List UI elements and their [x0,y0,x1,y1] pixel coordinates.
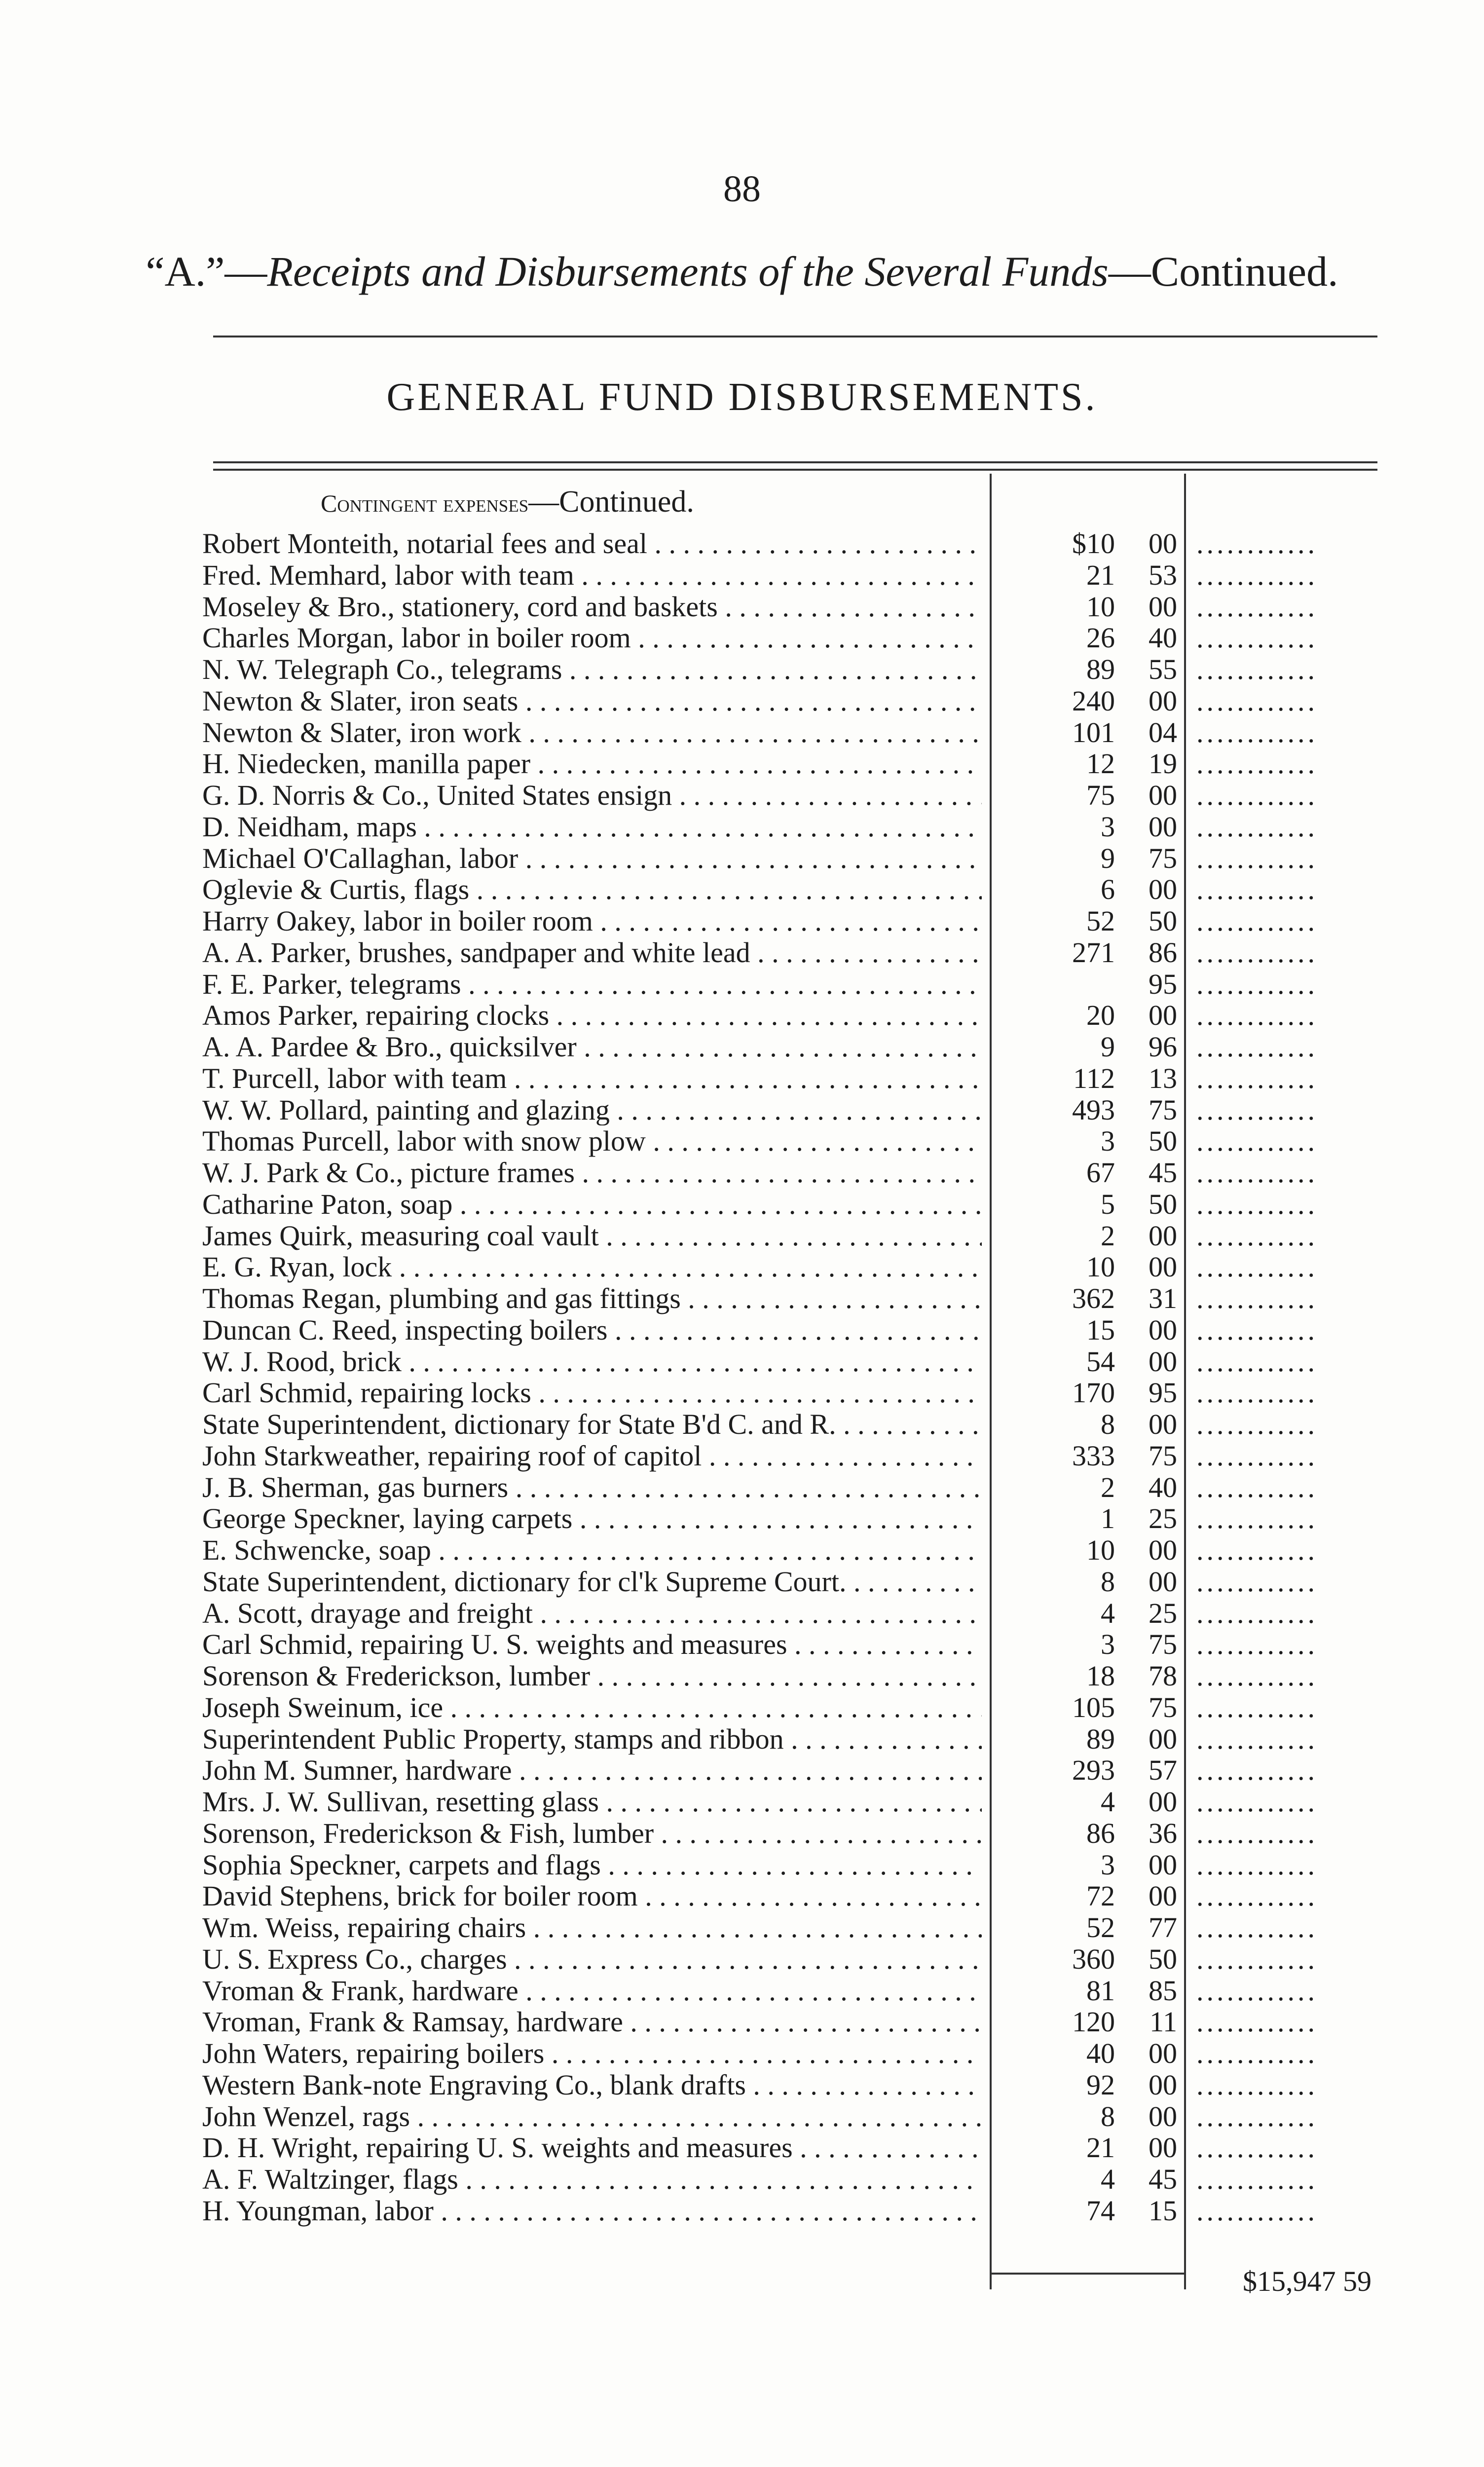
ledger-row [0,2132,1484,2164]
ledger-row [0,1566,1484,1598]
ledger-leader: ............ [1196,1723,1318,1755]
ledger-row [0,937,1484,969]
ledger-row [0,1377,1484,1409]
ledger-dollars: 92 [1086,2068,1115,2101]
ledger-leader: ............ [1196,1031,1318,1063]
ledger-row [0,1409,1484,1440]
ledger-cents: 86 [1149,936,1177,969]
ledger-cents: 00 [1149,1313,1177,1346]
ledger-row [0,685,1484,717]
ledger-cents: 00 [1149,1534,1177,1566]
ledger-description: John Waters, repairing boilers . . . [202,2038,982,2069]
ledger-row [0,748,1484,780]
ledger-description: H. Youngman, labor . . . [202,2195,982,2227]
ledger-cents: 00 [1149,1848,1177,1881]
ledger-description: E. G. Ryan, lock . . . [202,1251,982,1283]
section-title: GENERAL FUND DISBURSEMENTS. [386,375,1098,419]
ledger-row [0,654,1484,685]
ledger-cents: 00 [1149,1786,1177,1818]
ledger-cents: 55 [1149,653,1177,685]
ledger-description: N. W. Telegraph Co., telegrams . . . [202,654,982,685]
ledger-cents: 75 [1149,1439,1177,1472]
ledger-leader: ............ [1196,528,1318,560]
ledger-row [0,560,1484,591]
ledger-dollars: 52 [1086,905,1115,937]
ledger-leader: ............ [1196,622,1318,654]
ledger-leader: ............ [1196,1503,1318,1535]
ledger-cents: 40 [1149,622,1177,654]
ledger-description: Catharine Paton, soap . . . [202,1189,982,1220]
ledger-cents: 00 [1149,2068,1177,2101]
ledger-dollars: 362 [1072,1282,1115,1314]
ledger-dollars: 9 [1101,842,1115,874]
ledger-dollars: 4 [1101,1597,1115,1629]
ledger-dollars: 89 [1086,1722,1115,1755]
ledger-description: Thomas Purcell, labor with snow plow . . . [202,1125,982,1157]
ledger-row [0,528,1484,560]
ledger-cents: 75 [1149,1628,1177,1661]
ledger-description: Moseley & Bro., stationery, cord and baskets . . . [202,591,982,623]
ledger-leader: ............ [1196,2069,1318,2101]
ledger-row [0,2038,1484,2069]
running-head-suffix: —Continued. [1108,248,1338,295]
ledger-description: Joseph Sweinum, ice . . . [202,1692,982,1723]
ledger-leader: ............ [1196,2195,1318,2227]
ledger-cents: 95 [1149,968,1177,1000]
ledger-description: A. F. Waltzinger, flags . . . [202,2164,982,2195]
ledger-description: D. Neidham, maps . . . [202,811,982,843]
ledger-leader: ............ [1196,780,1318,811]
ledger-description: Mrs. J. W. Sullivan, resetting glass . . . [202,1786,982,1818]
ledger-description: Newton & Slater, iron seats . . . [202,685,982,717]
ledger-cents: 00 [1149,2037,1177,2069]
ledger-dollars: 271 [1072,936,1115,969]
ledger-dollars: 105 [1072,1691,1115,1723]
ledger-cents: 00 [1149,1880,1177,1912]
ledger-leader: ............ [1196,1062,1318,1094]
ledger-dollars: 3 [1101,1628,1115,1661]
ledger-cents: 78 [1149,1660,1177,1692]
ledger-leader: ............ [1196,1534,1318,1566]
ledger-dollars: 3 [1101,1125,1115,1158]
ledger-row [0,1189,1484,1220]
ledger-cents: 00 [1149,810,1177,843]
ledger-description: F. E. Parker, telegrams . . . [202,969,982,1000]
ledger-description: W. W. Pollard, painting and glazing . . . [202,1094,982,1126]
ledger-dollars: 8 [1101,2100,1115,2132]
ledger-leader: ............ [1196,2164,1318,2195]
ledger-description: Michael O'Callaghan, labor . . . [202,843,982,874]
ledger-description: D. H. Wright, repairing U. S. weights and measures . . . [202,2132,982,2164]
ledger-leader: ............ [1196,1377,1318,1409]
ledger-row [0,1786,1484,1818]
ledger-row [0,1063,1484,1094]
ledger-dollars: 10 [1086,1534,1115,1566]
ledger-row [0,591,1484,623]
ledger-leader: ............ [1196,1314,1318,1346]
ledger-leader: ............ [1196,559,1318,591]
ledger-row [0,1472,1484,1503]
ledger-cents: 31 [1149,1282,1177,1314]
subheading-suffix: —Continued. [528,485,694,519]
ledger-dollars: 333 [1072,1439,1115,1472]
ledger-cents: 36 [1149,1817,1177,1849]
ledger-cents: 85 [1149,1974,1177,2007]
ledger-dollars: 12 [1086,748,1115,780]
table-top-rule-second [213,469,1377,471]
ledger-row [0,1818,1484,1849]
ledger-row [0,1692,1484,1723]
ledger-cents: 00 [1149,999,1177,1032]
ledger-description: George Speckner, laying carpets . . . [202,1503,982,1534]
ledger-leader: ............ [1196,1283,1318,1314]
ledger-cents: 00 [1149,779,1177,811]
ledger-leader: ............ [1196,1943,1318,1975]
ledger-description: A. A. Pardee & Bro., quicksilver . . . [202,1031,982,1063]
ledger-dollars: 6 [1101,873,1115,906]
ledger-row [0,969,1484,1000]
ledger-description: Robert Monteith, notarial fees and seal . . . [202,528,982,560]
ledger-dollars: 26 [1086,622,1115,654]
ledger-cents: 00 [1149,590,1177,623]
ledger-dollars: $10 [1072,527,1115,560]
ledger-leader: ............ [1196,654,1318,685]
ledger-dollars: 360 [1072,1943,1115,1975]
ledger-description: E. Schwencke, soap . . . [202,1534,982,1566]
ledger-dollars: 4 [1101,1786,1115,1818]
ledger-row [0,780,1484,811]
ledger-description: Fred. Memhard, labor with team . . . [202,560,982,591]
ledger-cents: 25 [1149,1502,1177,1535]
ledger-dollars: 75 [1086,779,1115,811]
ledger-row [0,2195,1484,2227]
ledger-row [0,1534,1484,1566]
ledger-leader: ............ [1196,936,1318,969]
ledger-description: John Starkweather, repairing roof of capitol . . . [202,1440,982,1472]
ledger-leader: ............ [1196,1629,1318,1661]
ledger-row [0,2006,1484,2038]
ledger-dollars: 1 [1101,1502,1115,1535]
running-head-italic: Receipts and Disbursements of the Several Funds [267,248,1109,295]
ledger-description: J. B. Sherman, gas burners . . . [202,1472,982,1503]
ledger-leader: ............ [1196,1471,1318,1503]
ledger-description: Sorenson, Frederickson & Fish, lumber . . . [202,1818,982,1849]
grand-total: $15,947 59 [1243,2265,1372,2297]
ledger-dollars: 120 [1072,2006,1115,2038]
ledger-dollars: 81 [1086,1974,1115,2007]
ledger-leader: ............ [1196,874,1318,906]
ledger-cents: 45 [1149,1157,1177,1189]
table-top-rule [213,461,1377,463]
ledger-row [0,843,1484,874]
ledger-row [0,1094,1484,1126]
ledger-dollars: 15 [1086,1313,1115,1346]
ledger-dollars: 8 [1101,1408,1115,1440]
ledger-cents: 75 [1149,1093,1177,1126]
ledger-leader: ............ [1196,842,1318,874]
ledger-leader: ............ [1196,591,1318,623]
ledger-description: Amos Parker, repairing clocks . . . [202,1000,982,1031]
ledger-row [0,905,1484,937]
subheading [321,485,694,520]
ledger-leader: ............ [1196,1094,1318,1126]
ledger-row [0,1629,1484,1660]
ledger-row [0,1031,1484,1063]
ledger-row [0,1755,1484,1786]
ledger-leader: ............ [1196,1125,1318,1158]
ledger-description: Carl Schmid, repairing locks . . . [202,1377,982,1409]
ledger-row [0,1975,1484,2007]
ledger-dollars: 5 [1101,1188,1115,1220]
ledger-dollars: 89 [1086,653,1115,685]
ledger-leader: ............ [1196,1251,1318,1283]
ledger-description: W. J. Park & Co., picture frames . . . [202,1157,982,1189]
ledger-description: Carl Schmid, repairing U. S. weights and measures . . . [202,1629,982,1660]
ledger-description: Vroman, Frank & Ramsay, hardware . . . [202,2006,982,2038]
ledger-leader: ............ [1196,905,1318,937]
ledger-cents: 75 [1149,842,1177,874]
ledger-row [0,622,1484,654]
ledger-dollars: 18 [1086,1660,1115,1692]
ledger-cents: 96 [1149,1031,1177,1063]
ledger-description: Wm. Weiss, repairing chairs . . . [202,1912,982,1944]
ledger-leader: ............ [1196,1597,1318,1629]
running-head-prefix: “A.”— [146,248,267,295]
ledger-leader: ............ [1196,1409,1318,1440]
ledger-row [0,1346,1484,1378]
ledger-row [0,1000,1484,1031]
ledger-row [0,1849,1484,1881]
ledger-row [0,1880,1484,1912]
ledger-leader: ............ [1196,1912,1318,1944]
ledger-description: James Quirk, measuring coal vault . . . [202,1220,982,1252]
ledger-cents: 19 [1149,748,1177,780]
running-head [0,247,1484,296]
ledger-row [0,2069,1484,2101]
ledger-leader: ............ [1196,1566,1318,1598]
ledger-leader: ............ [1196,1786,1318,1818]
ledger-row [0,1251,1484,1283]
ledger-leader: ............ [1196,968,1318,1000]
ledger-description: Oglevie & Curtis, flags . . . [202,874,982,905]
ledger-leader: ............ [1196,1755,1318,1787]
ledger-dollars: 72 [1086,1880,1115,1912]
ledger-dollars: 40 [1086,2037,1115,2069]
ledger-dollars: 3 [1101,810,1115,843]
ledger-cents: 53 [1149,559,1177,591]
ledger-cents: 00 [1149,1219,1177,1252]
ledger-row [0,1220,1484,1252]
ledger-description: Vroman & Frank, hardware . . . [202,1975,982,2007]
ledger-leader: ............ [1196,2006,1318,2038]
ledger-dollars: 293 [1072,1754,1115,1787]
ledger-row [0,717,1484,748]
ledger-leader: ............ [1196,748,1318,780]
ledger-dollars: 74 [1086,2194,1115,2227]
ledger-dollars: 21 [1086,559,1115,591]
ledger-leader: ............ [1196,1346,1318,1378]
ledger-row [0,811,1484,843]
ledger-cents: 00 [1149,1408,1177,1440]
ledger-leader: ............ [1196,1188,1318,1220]
ledger-cents: 00 [1149,2131,1177,2164]
ledger-cents: 45 [1149,2163,1177,2195]
ledger-cents: 00 [1149,2100,1177,2132]
ledger-cents: 00 [1149,1722,1177,1755]
ledger-description: John Wenzel, rags . . . [202,2101,982,2132]
ledger-cents: 00 [1149,1345,1177,1378]
ledger-row [0,874,1484,905]
ledger-row [0,1283,1484,1314]
ledger-description: A. Scott, drayage and freight . . . [202,1598,982,1629]
ledger-description: Harry Oakey, labor in boiler room . . . [202,905,982,937]
page-number: 88 [723,168,761,210]
ledger-dollars: 170 [1072,1377,1115,1409]
ledger-cents: 75 [1149,1691,1177,1723]
ledger-description: Newton & Slater, iron work . . . [202,717,982,748]
ledger-dollars: 4 [1101,2163,1115,2195]
ledger-cents: 50 [1149,905,1177,937]
ledger-dollars: 54 [1086,1345,1115,1378]
ledger-row [0,1598,1484,1629]
ledger-description: G. D. Norris & Co., United States ensign . . . [202,780,982,811]
ledger-dollars: 52 [1086,1911,1115,1944]
ledger-cents: 57 [1149,1754,1177,1787]
ledger-row [0,2164,1484,2195]
ledger-dollars: 240 [1072,684,1115,717]
ledger-leader: ............ [1196,811,1318,843]
ledger-leader: ............ [1196,685,1318,717]
ledger-cents: 95 [1149,1377,1177,1409]
ledger-dollars: 8 [1101,1565,1115,1598]
ledger-row [0,1912,1484,1944]
ledger-cents: 04 [1149,716,1177,748]
ledger-dollars: 2 [1101,1219,1115,1252]
ledger-leader: ............ [1196,1157,1318,1189]
ledger-description: State Superintendent, dictionary for cl'k Supreme Court. . . . [202,1566,982,1598]
ledger-leader: ............ [1196,1975,1318,2007]
ledger-cents: 50 [1149,1943,1177,1975]
ledger-leader: ............ [1196,1817,1318,1849]
ledger-leader: ............ [1196,1220,1318,1252]
ledger-leader: ............ [1196,1880,1318,1912]
ledger-row [0,1660,1484,1692]
top-rule [213,336,1377,337]
ledger-cents: 00 [1149,684,1177,717]
ledger-row [0,1944,1484,1975]
ledger-cents: 00 [1149,873,1177,906]
ledger-dollars: 101 [1072,716,1115,748]
ledger-description: Western Bank-note Engraving Co., blank drafts . . . [202,2069,982,2101]
ledger-description: John M. Sumner, hardware . . . [202,1755,982,1786]
ledger-cents: 15 [1149,2194,1177,2227]
ledger-rows [0,528,1484,2227]
ledger-description: David Stephens, brick for boiler room . . . [202,1880,982,1912]
ledger-dollars: 493 [1072,1093,1115,1126]
ledger-description: Sophia Speckner, carpets and flags . . . [202,1849,982,1881]
ledger-leader: ............ [1196,2132,1318,2164]
ledger-row [0,1440,1484,1472]
ledger-leader: ............ [1196,1849,1318,1881]
ledger-dollars: 20 [1086,999,1115,1032]
ledger-leader: ............ [1196,1000,1318,1032]
ledger-cents: 13 [1149,1062,1177,1094]
ledger-leader: ............ [1196,1691,1318,1723]
ledger-leader: ............ [1196,716,1318,748]
ledger-cents: 00 [1149,1251,1177,1283]
ledger-row [0,2101,1484,2132]
ledger-description: Charles Morgan, labor in boiler room . . . [202,622,982,654]
ledger-dollars: 67 [1086,1157,1115,1189]
ledger-description: W. J. Rood, brick . . . [202,1346,982,1378]
ledger-row [0,1503,1484,1534]
ledger-cents: 50 [1149,1188,1177,1220]
ledger-cents: 40 [1149,1471,1177,1503]
ledger-description: U. S. Express Co., charges . . . [202,1944,982,1975]
ledger-description: Sorenson & Frederickson, lumber . . . [202,1660,982,1692]
ledger-dollars: 112 [1073,1062,1115,1094]
ledger-description: A. A. Parker, brushes, sandpaper and white lead . . . [202,937,982,969]
ledger-dollars: 3 [1101,1848,1115,1881]
ledger-dollars: 10 [1086,590,1115,623]
ledger-description: T. Purcell, labor with team . . . [202,1063,982,1094]
ledger-cents: 00 [1149,1565,1177,1598]
ledger-description: Superintendent Public Property, stamps and ribbon . . . [202,1723,982,1755]
ledger-cents: 50 [1149,1125,1177,1158]
ledger-description: Duncan C. Reed, inspecting boilers . . . [202,1314,982,1346]
ledger-row [0,1723,1484,1755]
ledger-cents: 25 [1149,1597,1177,1629]
ledger-row [0,1157,1484,1189]
ledger-leader: ............ [1196,1660,1318,1692]
sum-rule [990,2273,1184,2275]
ledger-row [0,1314,1484,1346]
ledger-leader: ............ [1196,2038,1318,2069]
ledger-cents: 11 [1150,2006,1177,2038]
ledger-row [0,1125,1484,1157]
ledger-cents: 77 [1149,1911,1177,1944]
ledger-dollars: 10 [1086,1251,1115,1283]
ledger-dollars: 9 [1101,1031,1115,1063]
ledger-description: H. Niedecken, manilla paper . . . [202,748,982,780]
ledger-description: Thomas Regan, plumbing and gas fittings . . . [202,1283,982,1314]
ledger-leader: ............ [1196,1440,1318,1472]
ledger-leader: ............ [1196,2100,1318,2132]
ledger-dollars: 2 [1101,1471,1115,1503]
subheading-label: Contingent expenses [321,489,529,517]
ledger-dollars: 86 [1086,1817,1115,1849]
ledger-description: State Superintendent, dictionary for State B'd C. and R. . . . [202,1409,982,1440]
ledger-cents: 00 [1149,527,1177,560]
ledger-dollars: 21 [1086,2131,1115,2164]
